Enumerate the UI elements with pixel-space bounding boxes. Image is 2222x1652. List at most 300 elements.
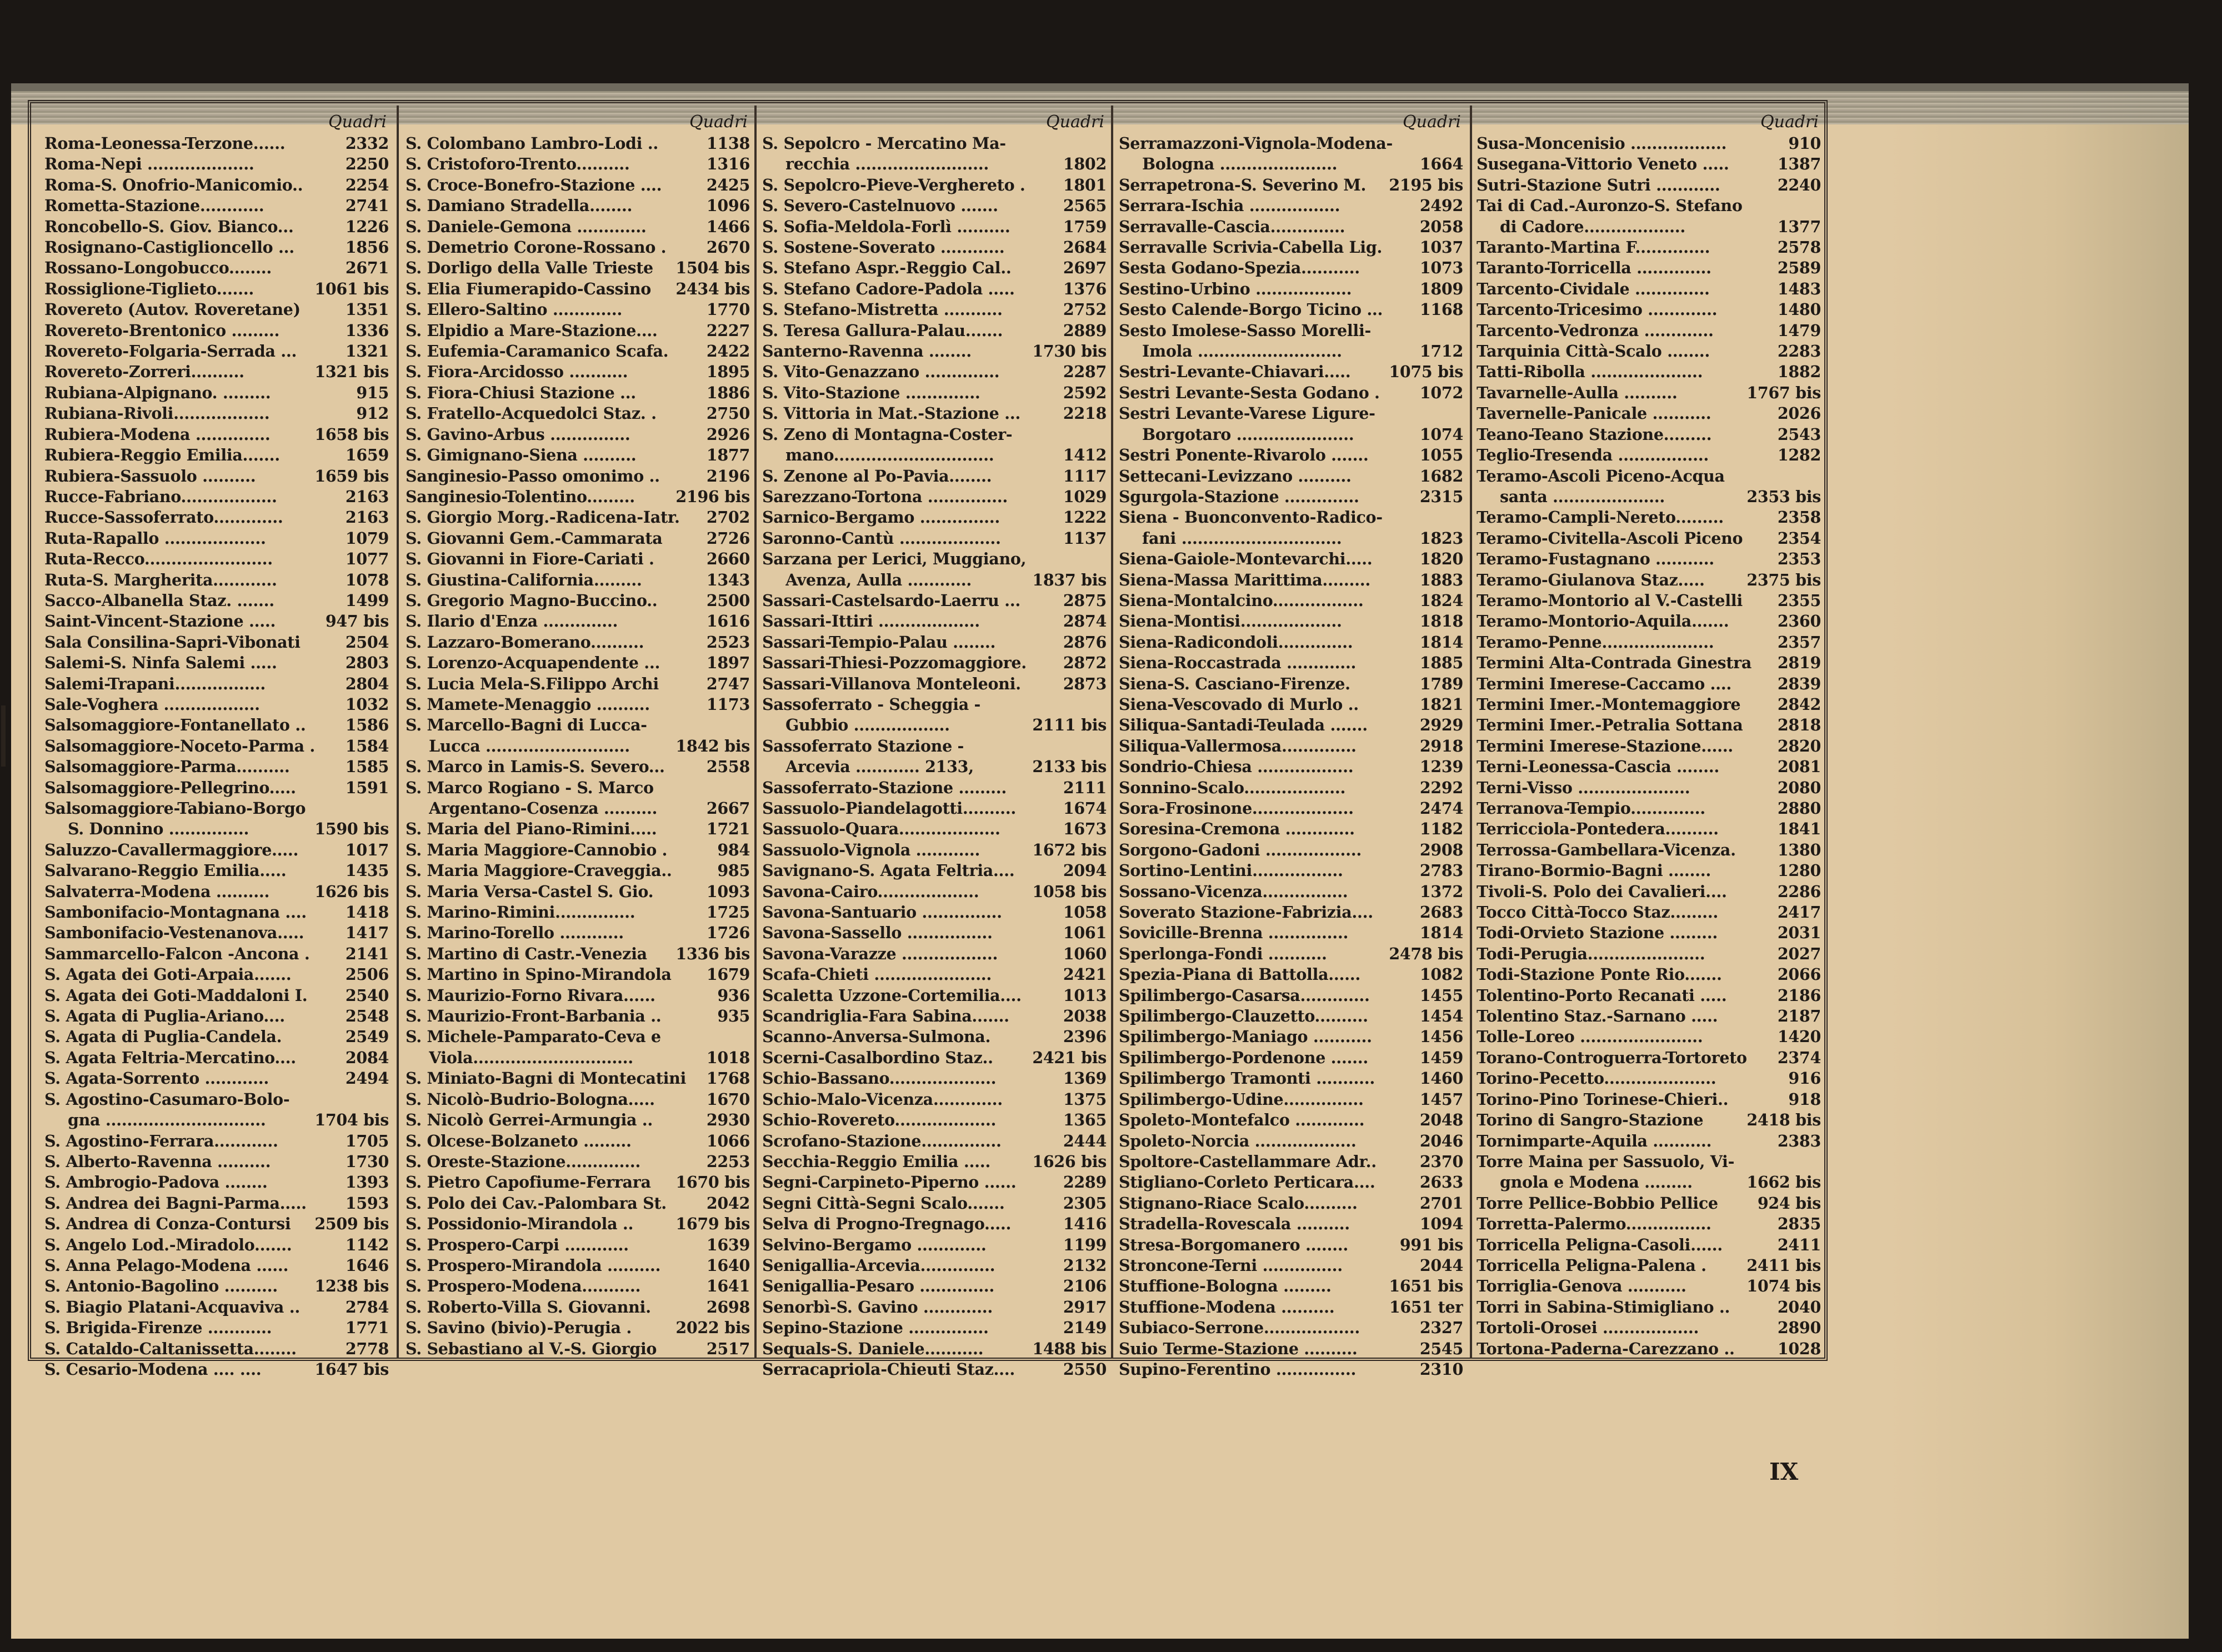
index-entry bbox=[762, 445, 1107, 465]
entry-route: Scafa-Chieti ...................... bbox=[762, 965, 992, 984]
entry-table-number: 1412 bbox=[1063, 445, 1107, 465]
index-entry bbox=[1477, 258, 1821, 278]
index-entry bbox=[406, 611, 750, 632]
index-entry bbox=[44, 653, 389, 673]
index-entry bbox=[406, 549, 750, 569]
index-entry bbox=[1119, 923, 1463, 943]
entry-table-number: 2253 bbox=[706, 1152, 750, 1171]
entry-table-number: 1028 bbox=[1777, 1339, 1821, 1358]
index-entry bbox=[44, 923, 389, 943]
entry-table-number: 1060 bbox=[1063, 944, 1107, 963]
entry-route: Tarcento-Tricesimo ............. bbox=[1477, 300, 1718, 319]
entry-route: Salemi-S. Ninfa Salemi ..... bbox=[44, 653, 277, 673]
entry-route: Ruta-S. Margherita............ bbox=[44, 570, 277, 589]
index-entry bbox=[406, 882, 750, 902]
index-entry bbox=[406, 736, 750, 757]
index-entry bbox=[44, 964, 389, 985]
column-divider bbox=[1111, 106, 1113, 1358]
index-entry bbox=[1119, 237, 1463, 258]
index-entry bbox=[762, 1276, 1107, 1296]
index-entry bbox=[1119, 258, 1463, 278]
entry-route: S. Donnino ............... bbox=[68, 819, 249, 839]
entry-route: Teramo-Ascoli Piceno-Acqua bbox=[1477, 466, 1725, 485]
page-edge bbox=[1889, 91, 2189, 1639]
entry-route: Teglio-Tresenda ................. bbox=[1477, 445, 1709, 465]
entry-table-number: 1895 bbox=[706, 362, 750, 382]
entry-table-number: 2044 bbox=[1419, 1255, 1463, 1275]
entry-table-number: 1032 bbox=[345, 694, 389, 714]
entry-table-number: 1768 bbox=[706, 1069, 750, 1088]
index-entry bbox=[1477, 217, 1821, 237]
entry-table-number bbox=[747, 1027, 750, 1047]
entry-route: S. Anna Pelago-Modena ...... bbox=[44, 1255, 289, 1275]
entry-table-number: 2375 bis bbox=[1746, 570, 1821, 589]
index-entry bbox=[44, 840, 389, 860]
entry-route: Schio-Rovereto................... bbox=[762, 1110, 997, 1130]
entry-table-number: 1376 bbox=[1063, 279, 1107, 298]
index-entry bbox=[762, 694, 1107, 715]
index-entry bbox=[1119, 736, 1463, 757]
index-entry bbox=[762, 1089, 1107, 1110]
entry-route: Torre Maina per Sassuolo, Vi- bbox=[1477, 1152, 1735, 1171]
index-entry bbox=[44, 819, 389, 839]
index-entry bbox=[1477, 175, 1821, 196]
entry-table-number: 1801 bbox=[1063, 175, 1107, 194]
index-entry bbox=[44, 757, 389, 777]
entry-table-number: 2819 bbox=[1777, 653, 1821, 673]
entry-table-number: 2842 bbox=[1777, 694, 1821, 714]
entry-table-number: 1280 bbox=[1777, 861, 1821, 880]
entry-table-number: 1061 bis bbox=[314, 279, 389, 298]
index-entry bbox=[1119, 487, 1463, 507]
entry-route: Spoltore-Castellammare Adr.. bbox=[1119, 1152, 1377, 1171]
entry-route: Tortona-Paderna-Carezzano .. bbox=[1477, 1339, 1735, 1358]
index-entry bbox=[1477, 196, 1821, 216]
entry-route: Teramo-Giulanova Staz..... bbox=[1477, 570, 1705, 589]
entry-route: Rucce-Sassoferrato............. bbox=[44, 508, 283, 527]
index-entry bbox=[44, 882, 389, 902]
entry-route: S. Ellero-Saltino ............. bbox=[406, 300, 622, 319]
entry-route: Tavarnelle-Aulla .......... bbox=[1477, 383, 1678, 402]
entry-table-number: 1730 bis bbox=[1032, 342, 1107, 361]
entry-route: S. Marcello-Bagni di Lucca- bbox=[406, 715, 647, 735]
entry-table-number: 2305 bbox=[1063, 1193, 1107, 1213]
entry-table-number: 1824 bbox=[1419, 590, 1463, 610]
entry-route: Teramo-Montorio al V.-Castelli bbox=[1477, 590, 1743, 610]
entry-table-number: 1387 bbox=[1777, 154, 1821, 174]
entry-route: S. Angelo Lod.-Miradolo....... bbox=[44, 1235, 292, 1254]
entry-table-number: 1420 bbox=[1777, 1027, 1821, 1047]
index-entry bbox=[44, 736, 389, 757]
index-entry bbox=[762, 1318, 1107, 1338]
index-entry bbox=[762, 715, 1107, 735]
entry-table-number: 2254 bbox=[345, 175, 389, 194]
entry-route: Saluzzo-Cavallermaggiore..... bbox=[44, 840, 299, 859]
index-entry bbox=[406, 299, 750, 320]
index-entry bbox=[762, 902, 1107, 923]
entry-route: Sassari-Villanova Monteleoni. bbox=[762, 674, 1021, 693]
index-entry bbox=[44, 902, 389, 923]
entry-route: Arcevia ............ 2133, bbox=[785, 757, 974, 777]
index-entry bbox=[406, 424, 750, 445]
index-entry bbox=[406, 403, 750, 424]
entry-table-number: 1659 bbox=[345, 445, 389, 465]
entry-route: Rovereto-Folgaria-Serrada ... bbox=[44, 342, 297, 361]
entry-table-number: 2548 bbox=[345, 1007, 389, 1026]
index-entry bbox=[44, 1068, 389, 1089]
entry-table-number bbox=[386, 1089, 389, 1110]
entry-table-number: 1679 bbox=[706, 965, 750, 984]
entry-table-number: 2873 bbox=[1063, 674, 1107, 693]
entry-table-number: 1079 bbox=[345, 528, 389, 548]
index-column-1 bbox=[44, 111, 389, 1379]
entry-route: Tarcento-Vedronza ............. bbox=[1477, 321, 1714, 340]
index-entry bbox=[1477, 653, 1821, 673]
entry-table-number: 1616 bbox=[706, 612, 750, 631]
index-entry bbox=[44, 362, 389, 382]
entry-route: Soverato Stazione-Fabrizia.... bbox=[1119, 903, 1373, 922]
entry-route: Sonnino-Scalo................... bbox=[1119, 778, 1346, 797]
index-entry bbox=[406, 445, 750, 465]
entry-table-number: 2747 bbox=[706, 674, 750, 693]
entry-route: Stradella-Rovescala .......... bbox=[1119, 1214, 1350, 1234]
index-entry bbox=[44, 611, 389, 632]
column-divider bbox=[1470, 106, 1472, 1358]
entry-route: Salsomaggiore-Pellegrino..... bbox=[44, 778, 296, 797]
index-entry bbox=[762, 507, 1107, 528]
entry-table-number: 1877 bbox=[706, 445, 750, 465]
index-entry bbox=[1119, 175, 1463, 196]
index-entry bbox=[44, 1297, 389, 1318]
entry-route: Salsomaggiore-Tabiano-Borgo bbox=[44, 799, 306, 818]
entry-route: Siena-Vescovado di Murlo .. bbox=[1119, 694, 1359, 714]
entry-route: Lucca ........................... bbox=[429, 736, 630, 755]
entry-table-number: 2818 bbox=[1777, 715, 1821, 735]
entry-table-number: 2418 bis bbox=[1746, 1110, 1821, 1130]
entry-route: Sondrio-Chiesa .................. bbox=[1119, 757, 1354, 777]
index-entry bbox=[762, 985, 1107, 1006]
entry-table-number: 1480 bbox=[1777, 300, 1821, 319]
entry-table-number: 2783 bbox=[1419, 861, 1463, 880]
entry-table-number: 1222 bbox=[1063, 508, 1107, 527]
entry-table-number: 2084 bbox=[345, 1048, 389, 1067]
entry-route: Sestino-Urbino .................. bbox=[1119, 279, 1352, 298]
index-entry bbox=[762, 466, 1107, 487]
entry-table-number: 1712 bbox=[1419, 342, 1463, 361]
entry-route: Subiaco-Serrone.................. bbox=[1119, 1318, 1360, 1338]
entry-route: Savignano-S. Agata Feltria.... bbox=[762, 861, 1015, 880]
index-entry bbox=[762, 237, 1107, 258]
entry-route: Sesta Godano-Spezia........... bbox=[1119, 258, 1360, 278]
entry-route: Scaletta Uzzone-Cortemilia.... bbox=[762, 985, 1022, 1005]
entry-table-number bbox=[1103, 424, 1107, 445]
index-entry bbox=[1119, 362, 1463, 382]
index-entry bbox=[1119, 882, 1463, 902]
entry-route: Sarzana per Lerici, Muggiano, bbox=[762, 549, 1027, 569]
index-entry bbox=[1119, 798, 1463, 819]
entry-table-number: 2702 bbox=[706, 508, 750, 527]
entry-table-number: 1372 bbox=[1419, 882, 1463, 901]
index-entry bbox=[1119, 694, 1463, 715]
entry-table-number: 2804 bbox=[345, 674, 389, 693]
entry-table-number: 2820 bbox=[1777, 736, 1821, 755]
index-entry bbox=[406, 507, 750, 528]
entry-route: S. Nicolò-Budrio-Bologna..... bbox=[406, 1089, 655, 1109]
entry-route: S. Biagio Platani-Acquaviva .. bbox=[44, 1297, 300, 1316]
index-entry bbox=[762, 1235, 1107, 1255]
entry-route: Sala Consilina-Sapri-Vibonati bbox=[44, 632, 301, 652]
index-entry bbox=[762, 487, 1107, 507]
index-entry bbox=[44, 1152, 389, 1172]
entry-table-number: 1013 bbox=[1063, 985, 1107, 1005]
entry-route: S. Maria Versa-Castel S. Gio. bbox=[406, 882, 654, 901]
entry-route: Ruta-Recco........................ bbox=[44, 549, 273, 569]
entry-table-number: 1226 bbox=[345, 217, 389, 236]
entry-table-number: 1369 bbox=[1063, 1069, 1107, 1088]
index-entry bbox=[762, 570, 1107, 590]
entry-table-number: 1814 bbox=[1419, 632, 1463, 652]
entry-table-number: 1789 bbox=[1419, 674, 1463, 693]
index-entry bbox=[44, 299, 389, 320]
entry-route: Siena-Montisi................... bbox=[1119, 612, 1342, 631]
index-entry bbox=[1119, 424, 1463, 445]
entry-table-number: 1584 bbox=[345, 736, 389, 755]
index-entry bbox=[1477, 985, 1821, 1006]
index-entry bbox=[1477, 154, 1821, 174]
index-entry bbox=[1119, 778, 1463, 798]
index-entry bbox=[406, 528, 750, 549]
entry-table-number: 2875 bbox=[1063, 590, 1107, 610]
entry-table-number: 1417 bbox=[345, 923, 389, 943]
index-entry bbox=[1477, 445, 1821, 465]
index-entry bbox=[1119, 1006, 1463, 1027]
entry-route: S. Prospero-Carpi ............ bbox=[406, 1235, 629, 1254]
entry-table-number: 2111 bis bbox=[1032, 715, 1107, 735]
entry-table-number: 1488 bis bbox=[1032, 1339, 1107, 1358]
index-entry bbox=[1477, 757, 1821, 777]
index-column-5 bbox=[1477, 111, 1821, 1358]
index-entry bbox=[406, 1006, 750, 1027]
index-entry bbox=[1477, 321, 1821, 341]
page-margin-mark bbox=[1, 705, 6, 767]
index-entry bbox=[762, 882, 1107, 902]
entry-table-number: 1499 bbox=[345, 590, 389, 610]
entry-table-number: 2540 bbox=[345, 985, 389, 1005]
index-entry bbox=[1119, 674, 1463, 694]
entry-route: S. Gimignano-Siena .......... bbox=[406, 445, 637, 465]
index-entry bbox=[44, 1110, 389, 1130]
entry-table-number: 2876 bbox=[1063, 632, 1107, 652]
entry-table-number: 936 bbox=[717, 985, 750, 1005]
entry-route: S. Zenone al Po-Pavia........ bbox=[762, 466, 992, 485]
entry-route: Sperlonga-Fondi ........... bbox=[1119, 944, 1327, 963]
index-entry bbox=[762, 590, 1107, 611]
entry-route: Torricella Peligna-Casoli...... bbox=[1477, 1235, 1723, 1254]
entry-route: Taranto-Torricella .............. bbox=[1477, 258, 1711, 278]
entry-table-number: 2355 bbox=[1777, 590, 1821, 610]
index-entry bbox=[1477, 1235, 1821, 1255]
entry-route: Spoleto-Norcia ................... bbox=[1119, 1131, 1357, 1150]
entry-table-number: 1802 bbox=[1063, 154, 1107, 174]
entry-table-number: 918 bbox=[1788, 1089, 1821, 1109]
entry-table-number: 2332 bbox=[345, 134, 389, 153]
entry-route: S. Gregorio Magno-Buccino.. bbox=[406, 590, 658, 610]
index-entry bbox=[1477, 674, 1821, 694]
entry-table-number: 2042 bbox=[706, 1193, 750, 1213]
entry-table-number: 2839 bbox=[1777, 674, 1821, 693]
index-entry bbox=[1119, 819, 1463, 839]
index-entry bbox=[762, 798, 1107, 819]
index-entry bbox=[1119, 570, 1463, 590]
entry-route: S. Sebastiano al V.-S. Giorgio bbox=[406, 1339, 657, 1358]
index-entry bbox=[1119, 1152, 1463, 1172]
index-entry bbox=[762, 1214, 1107, 1234]
index-entry bbox=[406, 964, 750, 985]
entry-table-number: 2698 bbox=[706, 1297, 750, 1316]
entry-route: S. Mamete-Menaggio .......... bbox=[406, 694, 650, 714]
entry-table-number: 1730 bbox=[345, 1152, 389, 1171]
index-entry bbox=[762, 133, 1107, 154]
entry-table-number: 2543 bbox=[1777, 424, 1821, 444]
entry-table-number: 2417 bbox=[1777, 903, 1821, 922]
entry-route: S. Agata di Puglia-Ariano.... bbox=[44, 1007, 285, 1026]
index-entry bbox=[44, 1276, 389, 1296]
entry-route: Argentano-Cosenza .......... bbox=[429, 799, 658, 818]
index-entry bbox=[1119, 341, 1463, 362]
entry-table-number: 2411 bis bbox=[1746, 1255, 1821, 1275]
entry-table-number: 2289 bbox=[1063, 1173, 1107, 1192]
entry-route: Tornimparte-Aquila ........... bbox=[1477, 1131, 1712, 1150]
entry-route: S. Sepolcro - Mercatino Ma- bbox=[762, 134, 1006, 153]
entry-table-number: 2697 bbox=[1063, 258, 1107, 278]
entry-route: Serrara-Ischia ................. bbox=[1119, 196, 1340, 216]
entry-route: Savona-Sassello ................ bbox=[762, 923, 993, 943]
entry-table-number: 1639 bbox=[706, 1235, 750, 1254]
index-entry bbox=[762, 403, 1107, 424]
index-entry bbox=[1119, 299, 1463, 320]
index-entry bbox=[406, 1027, 750, 1047]
entry-route: S. Stefano Cadore-Padola ..... bbox=[762, 279, 1015, 298]
entry-route: Segni Città-Segni Scalo....... bbox=[762, 1193, 1005, 1213]
index-entry bbox=[1477, 1214, 1821, 1234]
entry-table-number: 947 bis bbox=[325, 612, 389, 631]
entry-route: S. Maria Maggiore-Cannobio . bbox=[406, 840, 668, 859]
index-entry bbox=[1119, 217, 1463, 237]
entry-table-number: 2872 bbox=[1063, 653, 1107, 673]
entry-route: S. Maria del Piano-Rimini..... bbox=[406, 819, 657, 839]
index-entry bbox=[1477, 840, 1821, 860]
entry-route: Siena-Radicondoli.............. bbox=[1119, 632, 1353, 652]
index-entry bbox=[1477, 1255, 1821, 1276]
index-entry bbox=[44, 424, 389, 445]
index-entry bbox=[762, 923, 1107, 943]
entry-route: Serravalle-Cascia.............. bbox=[1119, 217, 1345, 236]
index-entry bbox=[406, 1235, 750, 1255]
column-divider bbox=[754, 106, 757, 1358]
index-entry bbox=[1477, 299, 1821, 320]
entry-table-number: 1380 bbox=[1777, 840, 1821, 859]
index-entry bbox=[406, 590, 750, 611]
entry-route: S. Stefano Aspr.-Reggio Cal.. bbox=[762, 258, 1012, 278]
entry-route: Teramo-Fustagnano ........... bbox=[1477, 549, 1714, 569]
index-entry bbox=[1119, 715, 1463, 735]
entry-route: S. Prospero-Modena........... bbox=[406, 1276, 641, 1296]
index-entry bbox=[1477, 1297, 1821, 1318]
index-entry bbox=[762, 1193, 1107, 1214]
entry-route: Secchia-Reggio Emilia ..... bbox=[762, 1152, 990, 1171]
entry-table-number: 2929 bbox=[1419, 715, 1463, 735]
entry-table-number: 2283 bbox=[1777, 342, 1821, 361]
index-entry bbox=[406, 279, 750, 299]
entry-table-number: 2683 bbox=[1419, 903, 1463, 922]
entry-table-number bbox=[1460, 403, 1463, 424]
entry-table-number: 2353 bis bbox=[1746, 487, 1821, 506]
entry-table-number: 2094 bbox=[1063, 861, 1107, 880]
index-entry bbox=[762, 217, 1107, 237]
entry-table-number: 2550 bbox=[1063, 1359, 1107, 1379]
index-entry bbox=[406, 985, 750, 1006]
entry-table-number: 1096 bbox=[706, 196, 750, 216]
entry-route: Tolle-Loreo ....................... bbox=[1477, 1027, 1703, 1047]
index-entry bbox=[406, 196, 750, 216]
index-entry bbox=[1477, 611, 1821, 632]
entry-route: Termini Imer.-Montemaggiore bbox=[1477, 694, 1741, 714]
entry-table-number: 1673 bbox=[1063, 819, 1107, 839]
index-entry bbox=[406, 133, 750, 154]
entry-route: S. Vittoria in Mat.-Stazione ... bbox=[762, 404, 1020, 423]
entry-table-number: 2026 bbox=[1777, 404, 1821, 423]
index-entry bbox=[1477, 1276, 1821, 1296]
index-entry bbox=[406, 902, 750, 923]
entry-route: Senigallia-Arcevia.............. bbox=[762, 1255, 995, 1275]
index-entry bbox=[406, 362, 750, 382]
column-header: Quadri bbox=[1046, 112, 1104, 132]
entry-table-number: 1705 bbox=[345, 1131, 389, 1150]
entry-table-number: 2187 bbox=[1777, 1007, 1821, 1026]
entry-route: Rovereto-Brentonico ......... bbox=[44, 321, 280, 340]
entry-route: Tarcento-Cividale .............. bbox=[1477, 279, 1710, 298]
entry-route: Tatti-Ribolla ..................... bbox=[1477, 362, 1703, 382]
entry-route: S. Severo-Castelnuovo ....... bbox=[762, 196, 998, 216]
index-entry bbox=[762, 424, 1107, 445]
entry-route: Spoleto-Montefalco ............. bbox=[1119, 1110, 1365, 1130]
entry-table-number: 1416 bbox=[1063, 1214, 1107, 1234]
entry-table-number: 935 bbox=[717, 1007, 750, 1026]
index-entry bbox=[44, 549, 389, 569]
entry-route: S. Oreste-Stazione.............. bbox=[406, 1152, 640, 1171]
index-entry bbox=[1119, 507, 1463, 528]
index-entry bbox=[44, 1359, 389, 1380]
index-entry bbox=[406, 1276, 750, 1296]
entry-table-number: 1479 bbox=[1777, 321, 1821, 340]
index-entry bbox=[44, 237, 389, 258]
entry-route: Terranova-Tempio.............. bbox=[1477, 799, 1705, 818]
entry-table-number: 2315 bbox=[1419, 487, 1463, 506]
entry-table-number bbox=[1460, 133, 1463, 154]
entry-route: Siena-S. Casciano-Firenze. bbox=[1119, 674, 1350, 693]
entry-table-number: 2227 bbox=[706, 321, 750, 340]
entry-table-number: 1821 bbox=[1419, 694, 1463, 714]
index-entry bbox=[762, 611, 1107, 632]
entry-table-number: 1072 bbox=[1419, 383, 1463, 402]
entry-table-number: 1316 bbox=[706, 154, 750, 174]
index-entry bbox=[406, 1152, 750, 1172]
index-entry bbox=[762, 154, 1107, 174]
entry-route: S. Fratello-Acquedolci Staz. . bbox=[406, 404, 657, 423]
entry-table-number: 2918 bbox=[1419, 736, 1463, 755]
entry-route: Sassari-Castelsardo-Laerru ... bbox=[762, 590, 1020, 610]
index-entry bbox=[1119, 757, 1463, 777]
